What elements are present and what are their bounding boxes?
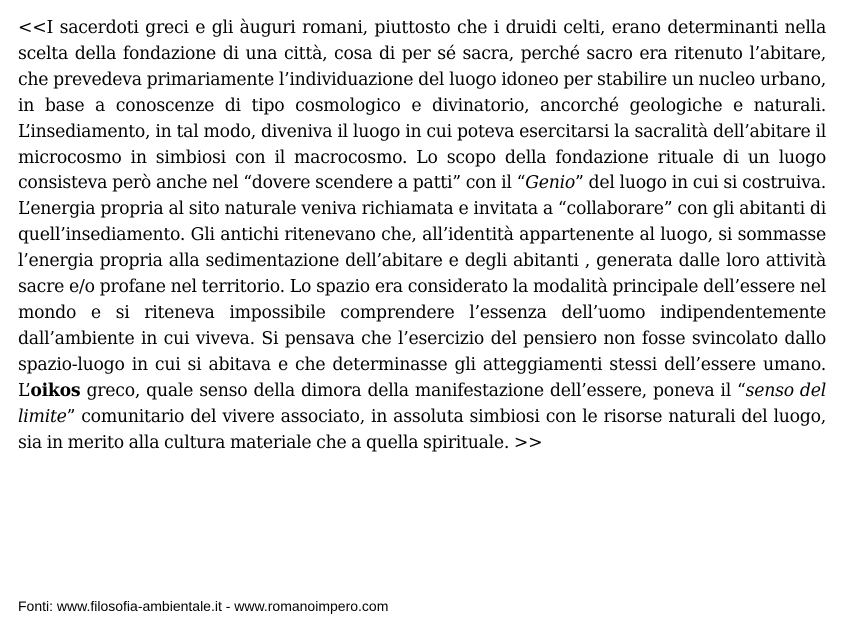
- passage-text-2: ” del luogo in cui si costruiva. L’energia propria al sito naturale veniva richiamata e invitata a “collaborare” con gli abitanti di quell’insediamento. Gli antichi ritenevano che, all’identità appartenente al luogo, si sommasse l’energia propria alla sedimentazione dell’abitare e degli abitanti , generata dalle loro attività sacre e/o profane nel territorio. Lo spazio era considerato la modalità principale dell’essere nel mondo e si riteneva impossibile comprendere l’essenza dell’uomo indipendentemente dall’ambiente in cui viveva. Si pensava che l’esercizio del pensiero non fosse svincolato dallo spazio-luogo in cui si abitava e che determinasse gli atteggiamenti stessi dell’essere umano. L’: [18, 173, 826, 401]
- passage-text-4: ” comunitario del vivere associato, in assoluta simbiosi con le risorse naturali del luogo, sia in merito alla cultura materiale che a quella spirituale. >>: [18, 406, 826, 453]
- passage-text-3: greco, quale senso della dimora della manifestazione dell’essere, poneva il “: [80, 380, 746, 401]
- document-page: [18, 16, 826, 456]
- quoted-passage: [18, 16, 826, 456]
- source-credit: Fonti: www.filosofia-ambientale.it - www.romanoimpero.com: [18, 598, 389, 614]
- passage-italic-limite: senso del limite: [18, 380, 826, 427]
- passage-bold-oikos: oikos: [30, 380, 81, 401]
- passage-text-1: <<I sacerdoti greci e gli àuguri romani, piuttosto che i druidi celti, erano determinanti nella scelta della fondazione di una città, cosa di per sé sacra, perché sacro era ritenuto l’abitare, che prevedeva primariamente l’individuazione del luogo idoneo per stabilire un nucleo urbano, in base a conoscenze di tipo cosmologico e divinatorio, ancorché geologiche e naturali. L’insediamento, in tal modo, diveniva il luogo in cui poteva esercitarsi la sacralità dell’abitare il microcosmo in simbiosi con il macrocosmo. Lo scopo della fondazione rituale di un luogo consisteva però anche nel “dovere scendere a patti” con il “: [18, 18, 826, 194]
- passage-italic-genio: Genio: [525, 173, 576, 194]
